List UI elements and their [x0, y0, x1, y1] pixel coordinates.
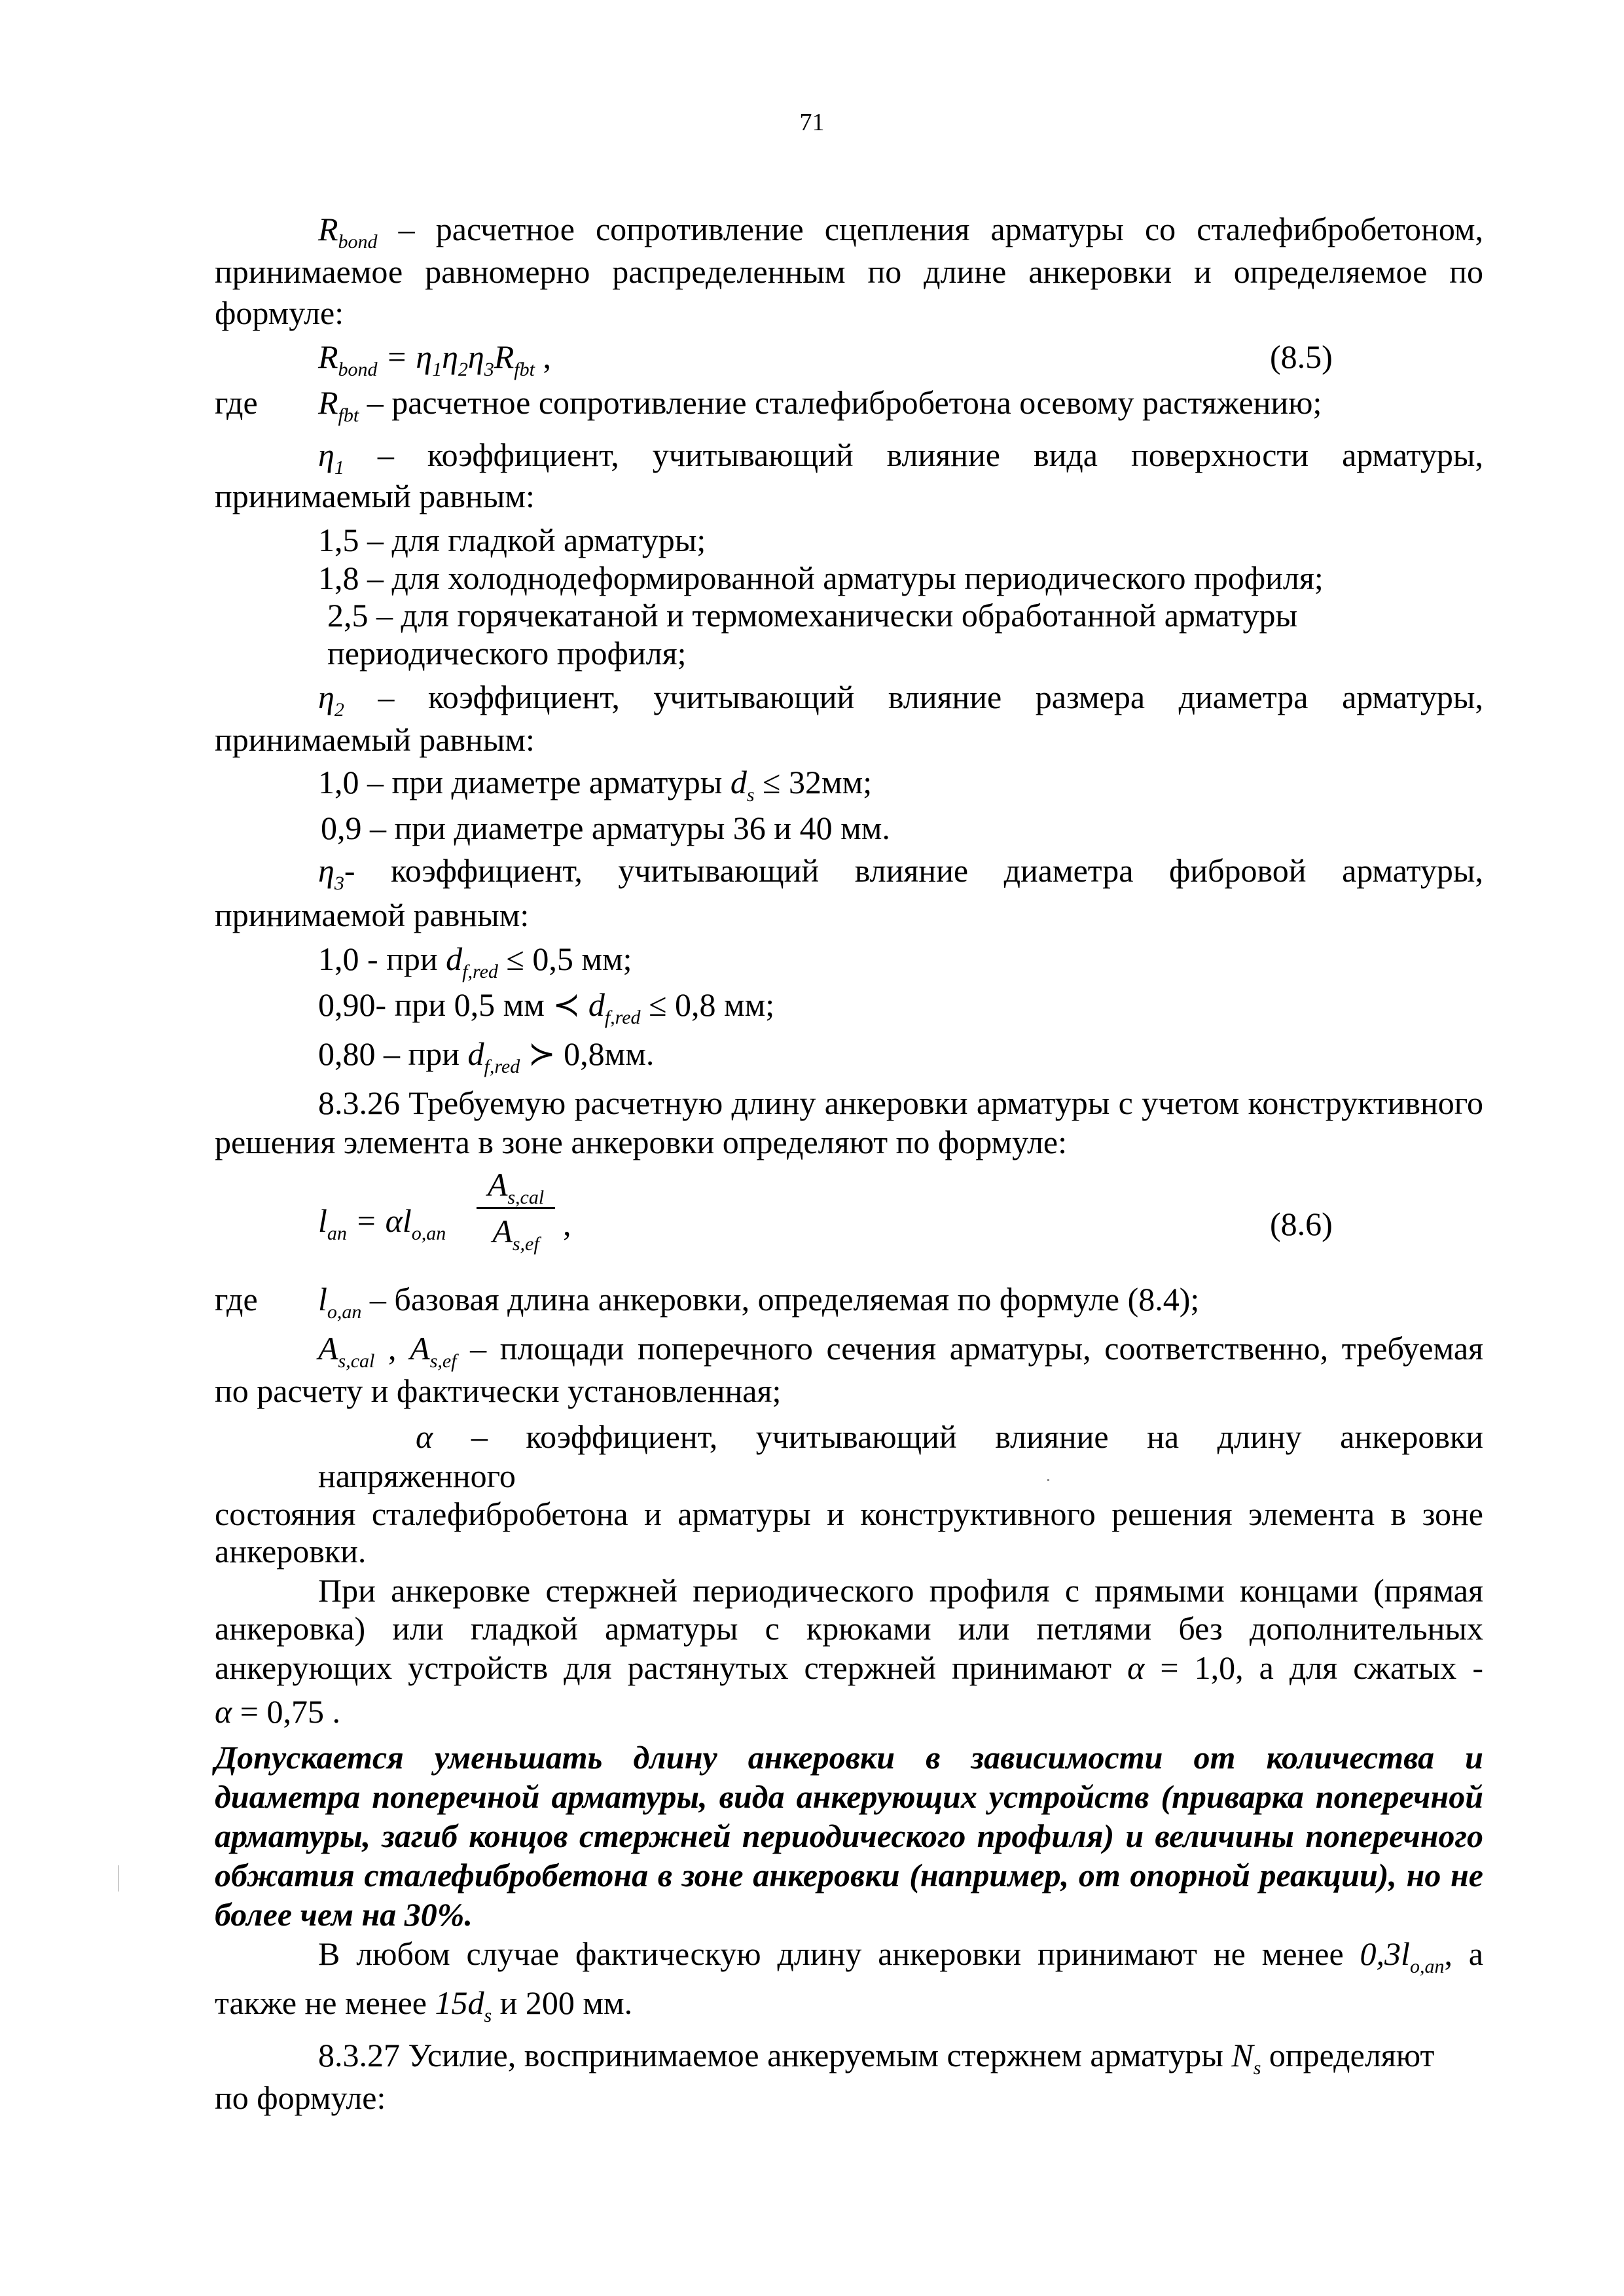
text: , — [374, 1330, 410, 1367]
text-line — [318, 985, 775, 1028]
scan-speck — [1047, 1479, 1049, 1481]
section-8-3-26: 8.3.26 Требуемую расчетную длину анкеровки арматуры с учетом конструктивного — [318, 1085, 1483, 1121]
equation-number: (8.6) — [1270, 1206, 1333, 1242]
text: – коэффициент, учитывающий влияние на длину анкеровки — [471, 1418, 1484, 1455]
text-line — [318, 435, 1484, 478]
text-line: состояния сталефибробетона и арматуры и конструктивного решения элемента в зоне — [215, 1496, 1483, 1532]
text: , а — [1444, 1935, 1483, 1972]
text: - коэффициент, учитывающий влияние диаметра фибровой арматуры, — [344, 852, 1483, 889]
denominator — [477, 1211, 555, 1255]
symbol: α — [1127, 1649, 1145, 1686]
symbol: α — [215, 1693, 232, 1730]
text-line — [318, 1034, 655, 1077]
text: = 0,75 . — [232, 1693, 340, 1730]
text: – базовая длина анкеровки, определяемая по формуле (8.4); — [361, 1281, 1200, 1318]
text-line: принимаемый равным: — [215, 721, 535, 758]
scan-mark — [118, 1865, 119, 1892]
text: 0,80 – при — [318, 1035, 468, 1072]
symbol: η — [318, 679, 334, 715]
numerator — [477, 1165, 555, 1208]
symbol: α — [416, 1418, 433, 1455]
symbol: N — [1231, 2037, 1254, 2073]
symbol-r: R — [318, 211, 338, 247]
comma: , — [563, 1206, 571, 1242]
subscript: 3 — [334, 872, 344, 894]
subscript: f,red — [462, 961, 498, 982]
symbol: d — [446, 941, 463, 977]
symbol: R — [318, 384, 338, 421]
text: 0,90- при 0,5 мм ≺ — [318, 986, 588, 1023]
text-line — [215, 1692, 340, 1731]
text-line — [318, 851, 1483, 894]
text: ≤ 32мм; — [754, 764, 873, 800]
subscript: 3 — [484, 359, 494, 380]
subscript: fbt — [514, 359, 535, 380]
subscript: s — [746, 784, 755, 806]
subscript: s,cal — [507, 1187, 545, 1208]
symbol: A — [318, 1330, 338, 1367]
text: В любом случае фактическую длину анкеровки принимают не менее — [318, 1935, 1360, 1972]
text: ≻ 0,8мм. — [520, 1035, 655, 1072]
subscript: s,ef — [429, 1350, 457, 1372]
text: определяют — [1261, 2037, 1435, 2073]
text: – коэффициент, учитывающий влияние размера диаметра арматуры, — [378, 679, 1483, 715]
text-line — [318, 1934, 1483, 1977]
text: – площади поперечного сечения арматуры, соответственно, требуемая — [470, 1330, 1484, 1367]
symbol: d — [730, 764, 747, 800]
subscript: f,red — [604, 1007, 641, 1028]
symbol: η — [442, 338, 458, 375]
emphasis-line: арматуры, загиб концов стержней периодического профиля) и величины поперечного — [215, 1818, 1483, 1854]
text-line: 1,5 – для гладкой арматуры; — [318, 522, 706, 558]
section-8-3-27 — [318, 2036, 1435, 2079]
subscript: 1 — [432, 359, 442, 380]
formula-8-6 — [318, 1201, 446, 1244]
emphasis-line: более чем на 30%. — [215, 1896, 473, 1933]
symbol: = αl — [346, 1202, 412, 1239]
text-line: где — [215, 1281, 258, 1318]
text: – расчетное сопротивление сталефибробетона осевому растяжению; — [359, 384, 1322, 421]
symbol: = η — [377, 338, 433, 375]
text-line: анкеровка) или гладкой арматуры с крюками или петлями без дополнительных — [215, 1610, 1483, 1647]
formula-8-5 — [318, 337, 551, 380]
text-line: 2,5 – для горячекатаной и термомеханически обработанной арматуры — [327, 597, 1298, 634]
text: анкерующих устройств для растянутых стержней принимают — [215, 1649, 1128, 1686]
text: 1,0 - при — [318, 941, 446, 977]
text-line: периодического профиля; — [327, 635, 687, 672]
symbol: A — [410, 1330, 430, 1367]
symbol: d — [467, 1035, 484, 1072]
text: – коэффициент, учитывающий влияние вида поверхности арматуры, — [377, 437, 1484, 473]
text-line — [318, 383, 1322, 426]
subscript: 2 — [334, 699, 344, 721]
text-line: принимаемое равномерно распределенным по длине анкеровки и определяемое по — [215, 253, 1483, 290]
symbol: η — [318, 437, 334, 473]
subscript: s — [1253, 2057, 1261, 2079]
text-line: 0,9 – при диаметре арматуры 36 и 40 мм. — [321, 810, 890, 846]
symbol: A — [487, 1166, 508, 1203]
text-line: 1,8 – для холоднодеформированной арматуры периодического профиля; — [318, 560, 1324, 596]
symbol: l — [318, 1281, 327, 1318]
text-line — [318, 677, 1483, 721]
text-line: напряженного — [318, 1458, 516, 1494]
text: и 200 мм. — [492, 1984, 633, 2021]
subscript: fbt — [338, 404, 359, 426]
text-line: по формуле: — [215, 2079, 386, 2116]
subscript: 2 — [458, 359, 468, 380]
text-line: анкеровки. — [215, 1533, 367, 1570]
emphasis-line: обжатия сталефибробетона в зоне анкеровки (например, от опорной реакции), но не — [215, 1857, 1483, 1893]
subscript: 1 — [334, 457, 344, 478]
symbol: R — [494, 338, 514, 375]
text-line: решения элемента в зоне анкеровки определяют по формуле: — [215, 1124, 1068, 1160]
subscript: s,ef — [512, 1233, 539, 1255]
text: 1,0 – при диаметре арматуры — [318, 764, 731, 800]
emphasis-line: Допускается уменьшать длину анкеровки в зависимости от количества и — [215, 1739, 1483, 1776]
equation-number: (8.5) — [1270, 338, 1333, 375]
text-line: принимаемый равным: — [215, 478, 535, 514]
text-line — [215, 1983, 633, 2026]
text: ≤ 0,5 мм; — [497, 941, 632, 977]
symbol: 15d — [435, 1984, 484, 2021]
subscript: bond — [338, 231, 378, 253]
text-line — [318, 939, 632, 982]
text-line: формуле: — [215, 295, 344, 331]
symbol: η — [467, 338, 484, 375]
text-line — [215, 383, 258, 422]
symbol: η — [318, 852, 334, 889]
text-line — [215, 1648, 1483, 1687]
symbol: l — [318, 1202, 327, 1239]
text: , — [534, 338, 551, 375]
symbol: d — [588, 986, 605, 1023]
text-line — [318, 1329, 1484, 1372]
paragraph-rbond-definition — [318, 209, 1484, 253]
subscript: o,an — [1409, 1956, 1445, 1977]
text-line — [318, 762, 873, 806]
subscript: bond — [338, 359, 378, 380]
text: где — [215, 384, 258, 421]
subscript: an — [327, 1223, 347, 1244]
page-number: 71 — [799, 109, 825, 136]
subscript: s,cal — [338, 1350, 375, 1372]
symbol: 0,3l — [1360, 1935, 1410, 1972]
symbol: R — [318, 338, 338, 375]
text-line — [318, 1280, 1200, 1323]
text-line: по расчету и фактически установленная; — [215, 1372, 782, 1409]
subscript: o,an — [411, 1223, 446, 1244]
subscript: s — [484, 2005, 492, 2026]
text: 8.3.27 Усилие, воспринимаемое анкеруемым стержнем арматуры — [318, 2037, 1232, 2073]
text: также не менее — [215, 1984, 435, 2021]
text: = 1,0, а для сжатых - — [1144, 1649, 1483, 1686]
emphasis-line: диаметра поперечной арматуры, вида анкерующих устройств (приварка поперечной — [215, 1778, 1483, 1815]
text-line — [416, 1417, 1483, 1456]
subscript: f,red — [484, 1056, 520, 1077]
symbol: A — [492, 1213, 513, 1249]
fraction — [477, 1165, 555, 1255]
text: – расчетное сопротивление сцепления арматуры со сталефибробетоном, — [398, 211, 1484, 247]
subscript: o,an — [327, 1301, 362, 1323]
text-line: принимаемой равным: — [215, 897, 530, 933]
text: ≤ 0,8 мм; — [640, 986, 775, 1023]
text-line: При анкеровке стержней периодического профиля с прямыми концами (прямая — [318, 1572, 1483, 1609]
